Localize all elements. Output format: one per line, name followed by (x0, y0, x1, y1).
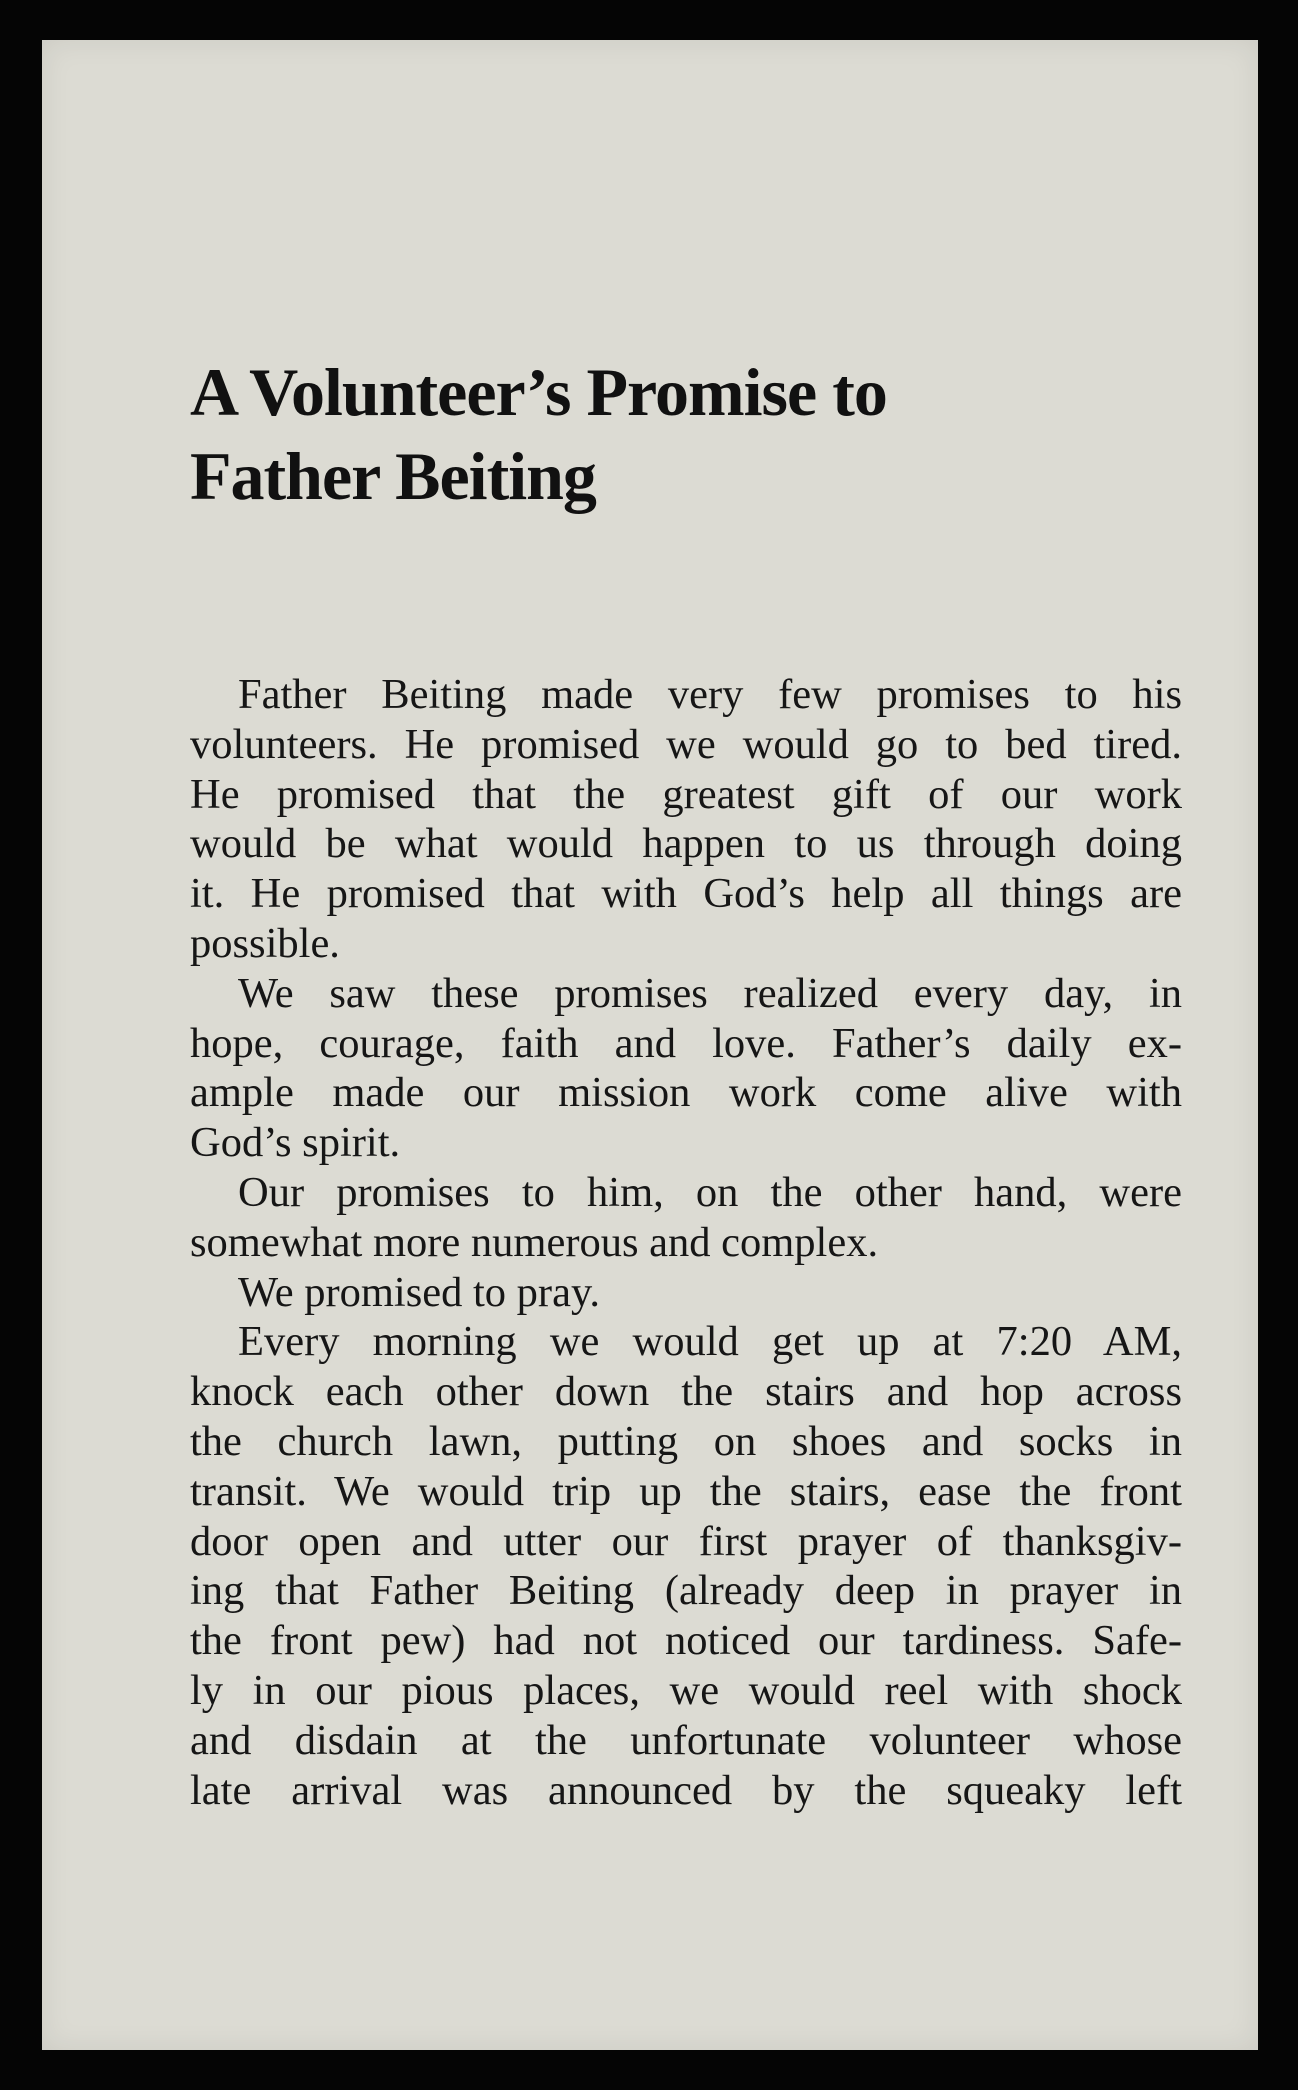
text-line: volunteers. He promised we would go to bed tired. (190, 720, 1182, 768)
document-page (42, 40, 1258, 2050)
text-line: Father Beiting made very few promises to his (238, 671, 1182, 718)
text-line: possible. (190, 919, 340, 967)
title-line: Father Beiting (190, 438, 596, 514)
text-line: Every morning we would get up at 7:20 AM, (238, 1318, 1182, 1366)
article-body (190, 670, 1182, 1815)
text-line: the church lawn, putting on shoes and socks in (190, 1417, 1182, 1465)
text-line: ly in our pious places, we would reel with shock (190, 1666, 1182, 1714)
text-line: He promised that the greatest gift of our work (190, 770, 1182, 818)
title-line: A Volunteer’s Promise to (190, 354, 887, 430)
text-line: knock each other down the stairs and hop across (190, 1368, 1182, 1416)
text-line: somewhat more numerous and complex. (190, 1218, 879, 1266)
text-line: transit. We would trip up the stairs, ease the front (190, 1467, 1182, 1515)
text-line: God’s spirit. (190, 1119, 401, 1167)
text-line: would be what would happen to us through doing (190, 820, 1182, 868)
text-line: ample made our mission work come alive with (190, 1069, 1182, 1117)
text-line: and disdain at the unfortunate volunteer whose (190, 1716, 1182, 1764)
text-line: Our promises to him, on the other hand, were (238, 1168, 1182, 1216)
text-line: hope, courage, faith and love. Father’s daily ex- (190, 1019, 1182, 1067)
article-title (190, 350, 1090, 518)
text-line: We promised to pray. (238, 1268, 601, 1316)
text-line: door open and utter our first prayer of thanksgiv- (190, 1517, 1182, 1565)
text-line: it. He promised that with God’s help all things are (190, 870, 1182, 918)
text-line: the front pew) had not noticed our tardiness. Safe- (190, 1617, 1182, 1665)
text-line: ing that Father Beiting (already deep in prayer in (190, 1567, 1182, 1615)
text-line: We saw these promises realized every day, in (238, 969, 1182, 1017)
text-line: late arrival was announced by the squeaky left (190, 1766, 1182, 1814)
